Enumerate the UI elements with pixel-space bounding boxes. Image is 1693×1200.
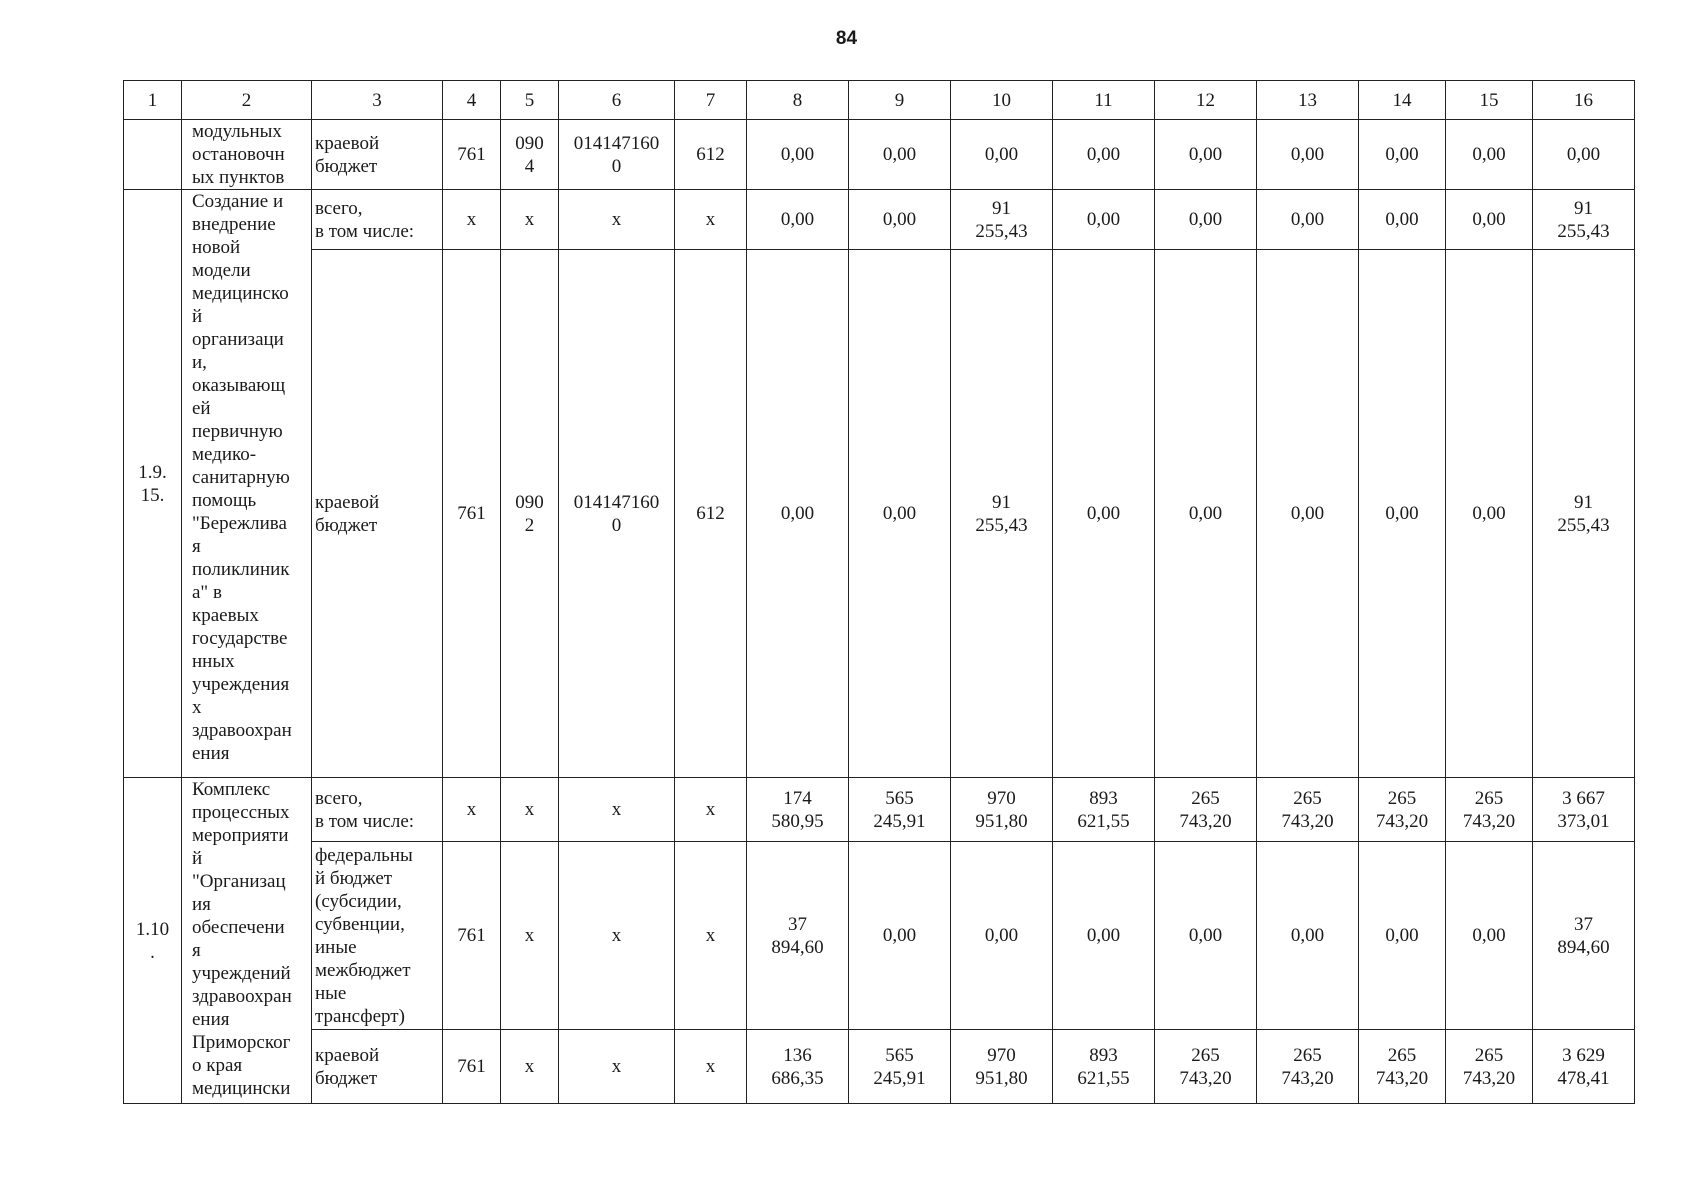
column-header: 8 — [747, 81, 849, 120]
code-cell: х — [559, 1030, 675, 1104]
column-header: 15 — [1446, 81, 1533, 120]
column-header: 13 — [1257, 81, 1359, 120]
value-cell: 265 743,20 — [1359, 1030, 1446, 1104]
value-cell: 0,00 — [1053, 842, 1155, 1030]
value-cell: 265 743,20 — [1446, 778, 1533, 842]
column-header: 11 — [1053, 81, 1155, 120]
value-cell: 0,00 — [849, 842, 951, 1030]
code-cell: х — [559, 190, 675, 250]
value-cell: 0,00 — [1155, 842, 1257, 1030]
value-cell: 0,00 — [1359, 190, 1446, 250]
value-cell: 0,00 — [849, 250, 951, 778]
value-cell: 0,00 — [1359, 250, 1446, 778]
code-cell: 090 4 — [501, 120, 559, 190]
value-cell: 265 743,20 — [1257, 778, 1359, 842]
column-header: 5 — [501, 81, 559, 120]
column-header: 3 — [312, 81, 443, 120]
value-cell: 91 255,43 — [951, 250, 1053, 778]
value-cell: 3 629 478,41 — [1533, 1030, 1635, 1104]
value-cell: 91 255,43 — [1533, 190, 1635, 250]
column-header: 10 — [951, 81, 1053, 120]
value-cell: 37 894,60 — [747, 842, 849, 1030]
table-row — [124, 778, 1635, 842]
value-cell: 565 245,91 — [849, 1030, 951, 1104]
value-cell: 0,00 — [1446, 250, 1533, 778]
code-cell: х — [501, 778, 559, 842]
code-cell: х — [559, 778, 675, 842]
value-cell: 0,00 — [1257, 190, 1359, 250]
column-header: 2 — [182, 81, 312, 120]
code-cell: 761 — [443, 1030, 501, 1104]
value-cell: 0,00 — [1257, 250, 1359, 778]
code-cell: 761 — [443, 250, 501, 778]
value-cell: 0,00 — [1053, 120, 1155, 190]
value-cell: 3 667 373,01 — [1533, 778, 1635, 842]
value-cell: 0,00 — [1359, 842, 1446, 1030]
value-cell: 0,00 — [1533, 120, 1635, 190]
value-cell: 565 245,91 — [849, 778, 951, 842]
code-cell: 014147160 0 — [559, 120, 675, 190]
value-cell: 893 621,55 — [1053, 1030, 1155, 1104]
table-row — [124, 1030, 1635, 1104]
value-cell: 0,00 — [1155, 190, 1257, 250]
column-header: 12 — [1155, 81, 1257, 120]
funding-source-cell: краевой бюджет — [312, 1030, 443, 1104]
header-row — [124, 81, 1635, 120]
table-row — [124, 120, 1635, 190]
value-cell: 0,00 — [1446, 842, 1533, 1030]
value-cell: 265 743,20 — [1155, 778, 1257, 842]
value-cell: 0,00 — [1155, 120, 1257, 190]
column-header: 6 — [559, 81, 675, 120]
value-cell: 0,00 — [951, 120, 1053, 190]
code-cell: х — [675, 1030, 747, 1104]
measure-name-cell: модульных остановочн ых пунктов — [182, 120, 312, 190]
table-row — [124, 842, 1635, 1030]
funding-source-cell: краевой бюджет — [312, 250, 443, 778]
row-number-cell — [124, 120, 182, 190]
value-cell: 0,00 — [747, 250, 849, 778]
value-cell: 0,00 — [747, 120, 849, 190]
code-cell: 761 — [443, 842, 501, 1030]
value-cell: 265 743,20 — [1257, 1030, 1359, 1104]
code-cell: х — [443, 190, 501, 250]
column-header: 4 — [443, 81, 501, 120]
value-cell: 0,00 — [1155, 250, 1257, 778]
funding-source-cell: краевой бюджет — [312, 120, 443, 190]
page-number: 84 — [835, 28, 858, 49]
code-cell: х — [501, 190, 559, 250]
value-cell: 0,00 — [1053, 190, 1155, 250]
value-cell: 265 743,20 — [1359, 778, 1446, 842]
value-cell: 0,00 — [1053, 250, 1155, 778]
measure-name-cell: Создание и внедрение новой модели медицинско й организаци и, оказывающ ей первичную медико- санитарную помощь "Бережлива я поликлиник а" в краевых государстве нных учреждения х здравоохран ения — [182, 190, 312, 778]
value-cell: 265 743,20 — [1446, 1030, 1533, 1104]
value-cell: 970 951,80 — [951, 1030, 1053, 1104]
table-row — [124, 190, 1635, 250]
budget-table — [123, 80, 1635, 1104]
value-cell: 91 255,43 — [1533, 250, 1635, 778]
value-cell: 91 255,43 — [951, 190, 1053, 250]
table-row — [124, 250, 1635, 778]
code-cell: х — [501, 1030, 559, 1104]
code-cell: х — [559, 842, 675, 1030]
value-cell: 265 743,20 — [1155, 1030, 1257, 1104]
funding-source-cell: всего, в том числе: — [312, 778, 443, 842]
value-cell: 37 894,60 — [1533, 842, 1635, 1030]
value-cell: 0,00 — [1359, 120, 1446, 190]
funding-source-cell: всего, в том числе: — [312, 190, 443, 250]
value-cell: 0,00 — [1446, 120, 1533, 190]
code-cell: х — [443, 778, 501, 842]
value-cell: 0,00 — [951, 842, 1053, 1030]
code-cell: 761 — [443, 120, 501, 190]
value-cell: 0,00 — [1446, 190, 1533, 250]
row-number-cell: 1.10 . — [124, 778, 182, 1104]
code-cell: 612 — [675, 120, 747, 190]
value-cell: 0,00 — [747, 190, 849, 250]
code-cell: 612 — [675, 250, 747, 778]
value-cell: 0,00 — [1257, 842, 1359, 1030]
column-header: 16 — [1533, 81, 1635, 120]
value-cell: 0,00 — [849, 120, 951, 190]
funding-source-cell: федеральны й бюджет (субсидии, субвенции, иные межбюджет ные трансферт) — [312, 842, 443, 1030]
code-cell: 014147160 0 — [559, 250, 675, 778]
row-number-cell: 1.9. 15. — [124, 190, 182, 778]
value-cell: 893 621,55 — [1053, 778, 1155, 842]
code-cell: х — [675, 190, 747, 250]
code-cell: х — [675, 778, 747, 842]
value-cell: 174 580,95 — [747, 778, 849, 842]
column-header: 1 — [124, 81, 182, 120]
value-cell: 0,00 — [849, 190, 951, 250]
value-cell: 0,00 — [1257, 120, 1359, 190]
code-cell: х — [675, 842, 747, 1030]
code-cell: 090 2 — [501, 250, 559, 778]
column-header: 7 — [675, 81, 747, 120]
column-header: 9 — [849, 81, 951, 120]
measure-name-cell: Комплекс процессных мероприяти й "Организац ия обеспечени я учреждений здравоохран ения Приморског о края медицински — [182, 778, 312, 1104]
value-cell: 970 951,80 — [951, 778, 1053, 842]
column-header: 14 — [1359, 81, 1446, 120]
value-cell: 136 686,35 — [747, 1030, 849, 1104]
code-cell: х — [501, 842, 559, 1030]
